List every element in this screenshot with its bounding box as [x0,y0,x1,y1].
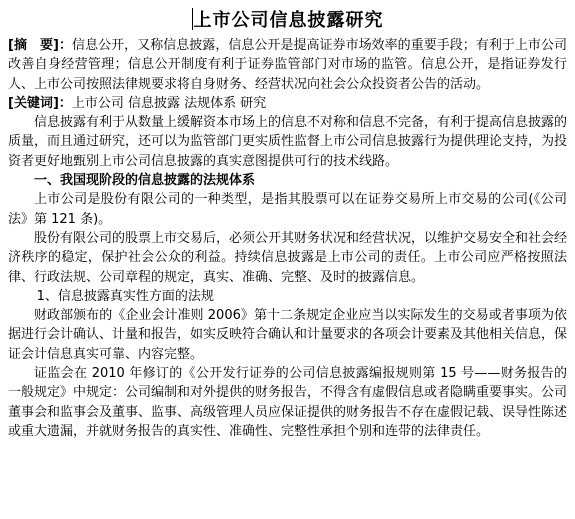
text-cursor [192,8,193,30]
keywords-label: [关键词]： [8,95,72,111]
abstract-paragraph [8,36,567,94]
keywords-paragraph [8,94,567,113]
document-page [8,0,567,519]
section-1-heading: 一、我国现阶段的信息披露的法规体系 [34,173,256,189]
intro-paragraph: 信息披露有利于从数量上缓解资本市场上的信息不对称和信息不完备，有利于提高信息披露的质量，而且通过研究，还可以为监管部门更实质性监督上市公司信息披露行为提供理论支持，为投资者更好地甄别上市公司信息披露的真实意图提供可行的技术线路。 [8,115,567,169]
document-title: 上市公司信息披露研究 [193,10,384,31]
abstract-text: 信息公开，又称信息披露，信息公开是提高证券市场效率的重要手段；有利于上市公司改善自身经营管理；信息公开制度有利于证券监管部门对市场的监管。信息公开，是指证券发行人、上市公司按照法律规要求将自身财务、经营状况向社会公众投资者公告的活动。 [8,38,567,92]
title-area [8,0,567,34]
subsection-1-heading: 1、信息披露真实性方面的法规 [36,288,214,304]
subsection-1-paragraph-1: 财政部颁布的《企业会计准则 2006》第十二条规定企业应当以实际发生的交易或者事项为依据进行会计确认、计量和报告，如实反映符合确认和计量要求的各项会计要素及其他相关信息，保证会计信息真实可靠、内容完整。 [8,308,567,362]
abstract-label: [摘 要]： [8,38,73,53]
keywords-text: 上市公司 信息披露 法规体系 研究 [71,95,267,111]
section-1-paragraph-1: 上市公司是股份有限公司的一种类型，是指其股票可以在证券交易所上市交易的公司(《公司法》第 121 条)。 [8,192,567,227]
section-1-paragraph-2: 股份有限公司的股票上市交易后，必须公开其财务状况和经营状况，以维护交易安全和社会经济秩序的稳定，保护社会公众的利益。持续信息披露是上市公司的责任。上市公司应严格按照法律、行政法规、公司章程的规定，真实、准确、完整、及时的披露信息。 [8,230,567,285]
subsection-1-paragraph-2: 证监会在 2010 年修订的《公开发行证券的公司信息披露编报规则第 15 号——财务报告的一般规定》中规定：公司编制和对外提供的财务报告，不得含有虚假信息或者隐瞒重要事实。公司董事会和监事会及董事、监事、高级管理人员应保证提供的财务报告不存在虚假记载、误导性陈述或重大遗漏，并就财务报告的真实性、准确性、完整性承担个别和连带的法律责任。 [8,366,567,439]
